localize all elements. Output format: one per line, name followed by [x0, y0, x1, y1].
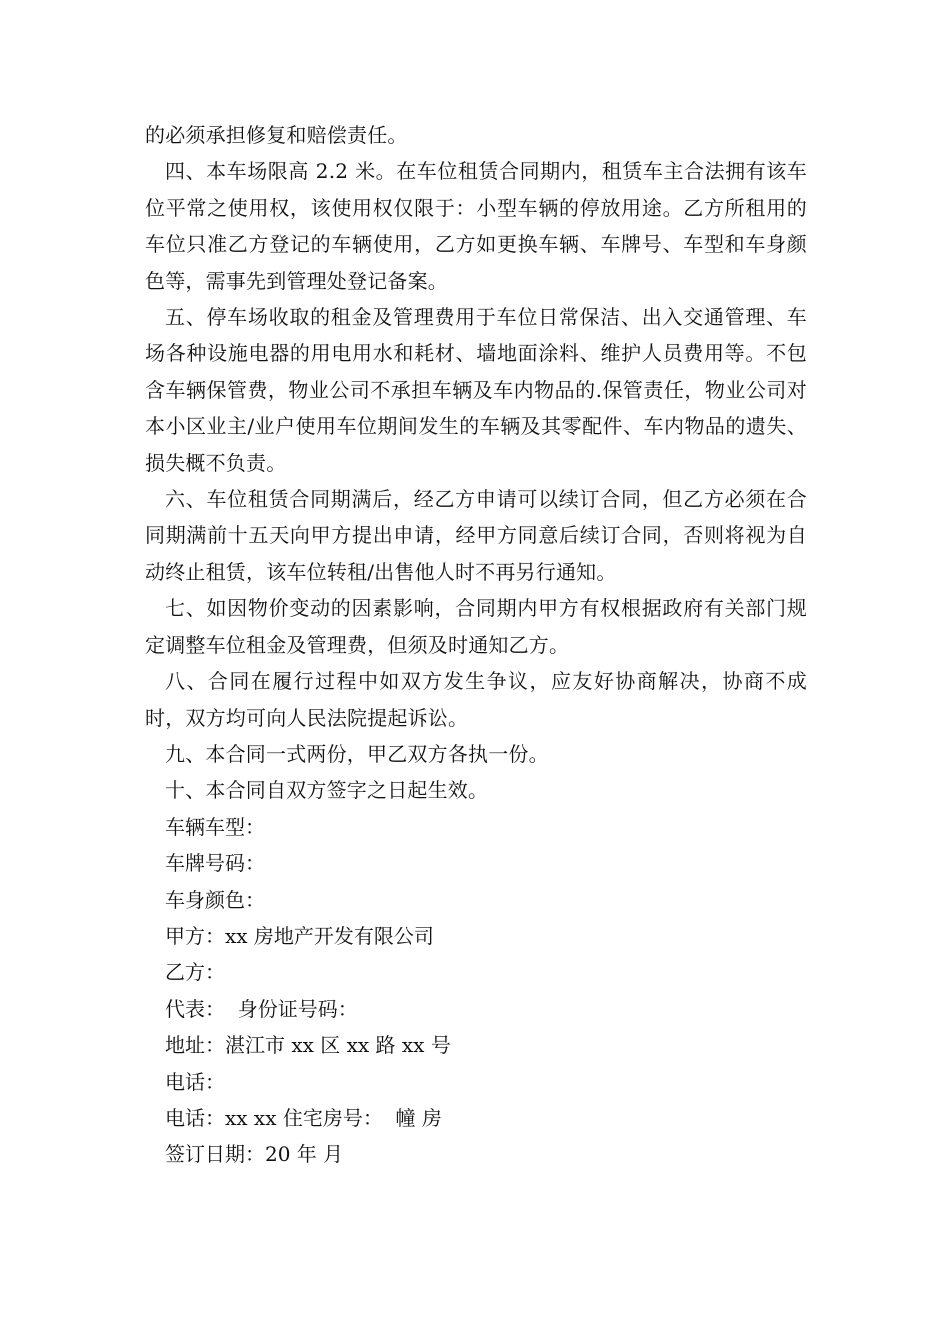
paragraph-continuation: 的必须承担修复和赔偿责任。 — [145, 123, 408, 147]
sign-date-field: 签订日期：20 年 月 — [165, 1142, 344, 1167]
clause-7: 七、如因物价变动的因素影响，合同期内甲方有权根据政府有关部门规定调整车位租金及管理费，但须及时通知乙方。 — [145, 596, 807, 657]
clause-6: 六、车位租赁合同期满后，经乙方申请可以续订合同，但乙方必须在合同期满前十五天向甲方提出申请，经甲方同意后续订合同，否则将视为自动终止租赁，该车位转租/出售他人时不再另行通知。 — [145, 487, 807, 584]
clause-5: 五、停车场收取的租金及管理费用于车位日常保洁、出入交通管理、车场各种设施电器的用电用水和耗材、墙地面涂料、维护人员费用等。不包含车辆保管费，物业公司不承担车辆及车内物品的.保管责任，物业公司对本小区业主/业户使用车位期间发生的车辆及其零配件、车内物品的遗失、损失概不负责。 — [145, 305, 807, 475]
plate-number-field: 车牌号码： — [165, 851, 265, 876]
clause-9: 九、本合同一式两份，甲乙双方各执一份。 — [165, 741, 549, 766]
clause-8: 八、合同在履行过程中如双方发生争议，应友好协商解决，协商不成时，双方均可向人民法院提起诉讼。 — [145, 669, 807, 730]
representative-field: 代表： 身份证号码： — [165, 996, 358, 1021]
address-field: 地址：湛江市 xx 区 xx 路 xx 号 — [165, 1033, 451, 1058]
body-color-field: 车身颜色： — [165, 887, 265, 912]
clause-10: 十、本合同自双方签字之日起生效。 — [165, 778, 489, 803]
party-a-field: 甲方：xx 房地产开发有限公司 — [165, 923, 434, 948]
phone-room-field: 电话：xx xx 住宅房号： 幢 房 — [165, 1105, 442, 1130]
contract-body — [145, 117, 807, 1173]
party-b-field: 乙方： — [165, 960, 225, 985]
phone-field: 电话： — [165, 1069, 225, 1094]
clause-4: 四、本车场限高 2.2 米。在车位租赁合同期内，租赁车主合法拥有该车位平常之使用权，该使用权仅限于：小型车辆的停放用途。乙方所租用的车位只准乙方登记的车辆使用，乙方如更换车辆、车牌号、车型和车身颜色等，需事先到管理处登记备案。 — [145, 159, 807, 293]
vehicle-model-field: 车辆车型： — [165, 814, 265, 839]
